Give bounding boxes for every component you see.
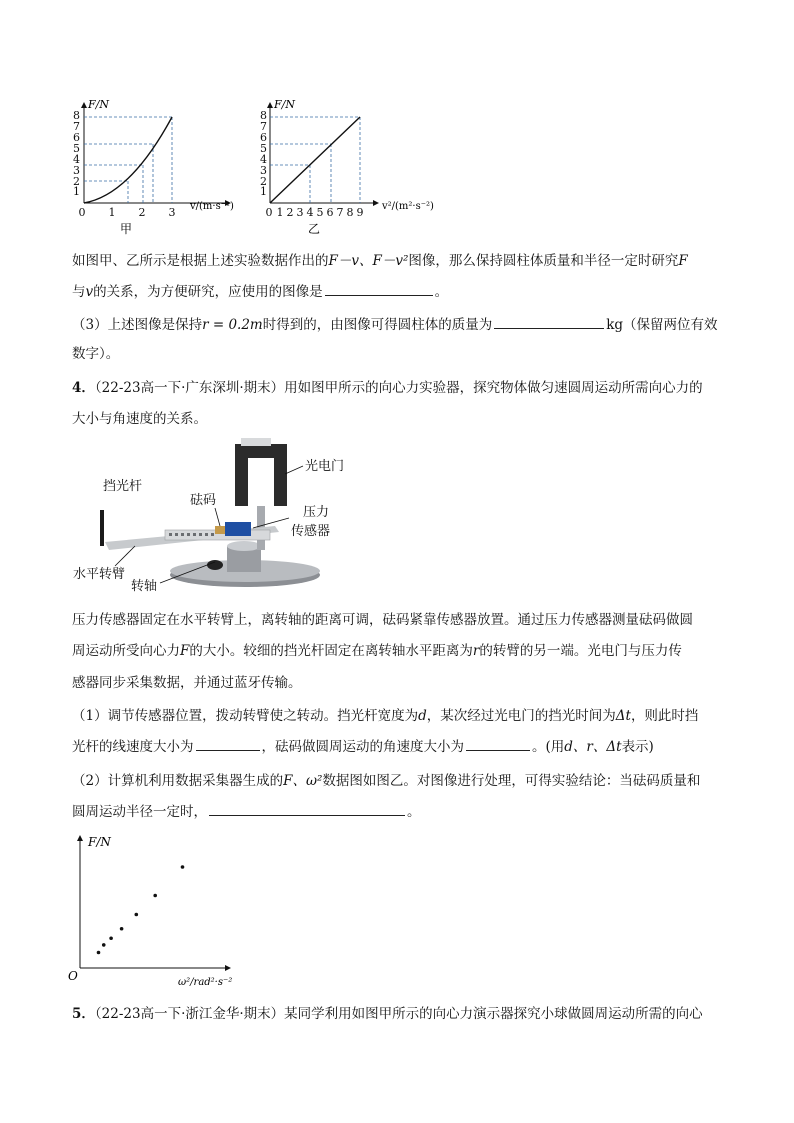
q3-line1: （3）上述图像是保持r = 0.2m时得到的，由图像可得圆柱体的质量为 kg（保留两位有效 [72, 314, 718, 336]
y-axis-label: F/N [88, 98, 109, 111]
label-axis: 转轴 [131, 579, 158, 594]
xtick: 4 [306, 206, 314, 219]
ytick: 2 [73, 175, 80, 188]
xtick: 6 [326, 206, 334, 219]
origin-label: O [68, 969, 78, 983]
y-axis-label: F/N [88, 835, 111, 849]
q4-p1-line1: 压力传感器固定在水平转臂上，离转轴的距离可调，砝码紧靠传感器放置。通过压力传感器测量砝码做圆 [72, 612, 693, 628]
answer-blank[interactable] [196, 736, 260, 751]
label-arm: 水平转臂 [73, 567, 126, 582]
caption-jia: 甲 [119, 222, 133, 236]
ytick: 1 [260, 185, 267, 198]
xtick: 2 [138, 206, 146, 219]
answer-blank[interactable] [209, 801, 405, 816]
xtick: 7 [336, 206, 344, 219]
x-axis-label: v²/(m²·s⁻²) [382, 201, 434, 212]
q3-line2: 数字）。 [72, 346, 120, 362]
data-point [135, 913, 139, 917]
ytick: 8 [73, 109, 80, 122]
graph-jia [60, 95, 250, 240]
xtick: 3 [296, 206, 304, 219]
ytick: 6 [73, 131, 80, 144]
q4-s1-line1: （1）调节传感器位置，拨动转臂使之转动。挡光杆宽度为d，某次经过光电门的挡光时间为Δt，则此时挡 [72, 708, 699, 724]
data-point [102, 943, 106, 947]
answer-blank[interactable] [494, 314, 604, 329]
caption-yi: 乙 [307, 222, 321, 236]
label-baffle-rod: 挡光杆 [103, 479, 143, 494]
q4-p1-line2: 周运动所受向心力F的大小。较细的挡光杆固定在离转轴水平距离为r的转臂的另一端。光电门与压力传 [72, 643, 682, 659]
xtick: 1 [276, 206, 284, 219]
xtick: 1 [108, 206, 116, 219]
xtick: 2 [286, 206, 294, 219]
answer-blank[interactable] [325, 281, 433, 296]
xtick: 0 [265, 206, 273, 219]
scatter-chart-F-omega2 [60, 828, 260, 993]
q4-heading: 4．（22-23高一下·广东深圳·期末）用如图甲所示的向心力实验器，探究物体做匀速圆周运动所需向心力的 [72, 380, 703, 396]
data-point [153, 894, 157, 898]
graph-yi [250, 95, 460, 240]
curve-F-v [84, 117, 172, 203]
x-axis-label: ω²/rad²·s⁻² [178, 977, 233, 988]
label-photogate: 光电门 [305, 459, 345, 474]
q4-s1-line2: 光杆的线速度大小为 ，砝码做圆周运动的角速度大小为 。(用d、r、Δt表示) [72, 736, 654, 758]
label-weight: 砝码 [190, 493, 217, 508]
ytick: 7 [73, 120, 80, 133]
ytick: 4 [73, 153, 80, 166]
data-point [97, 951, 101, 955]
ytick: 6 [260, 131, 267, 144]
label-sensor: 传感器 [291, 524, 331, 539]
ytick: 4 [260, 153, 267, 166]
xtick: 9 [356, 206, 364, 219]
x-axis-label: v/(m·s⁻¹) [190, 201, 234, 212]
ytick: 5 [260, 142, 267, 155]
y-axis-label: F/N [274, 98, 295, 111]
q4-s2-line1: （2）计算机利用数据采集器生成的F、ω²数据图如图乙。对图像进行处理，可得实验结论：当砝码质量和 [72, 773, 701, 789]
ytick: 1 [73, 185, 80, 198]
ytick: 8 [260, 109, 267, 122]
data-point [181, 865, 185, 869]
ytick: 7 [260, 120, 267, 133]
answer-blank[interactable] [466, 736, 530, 751]
para1-line2: 与v的关系，为方便研究，应使用的图像是 。 [72, 281, 448, 303]
ytick: 3 [260, 164, 267, 177]
q4-line2: 大小与角速度的关系。 [72, 411, 207, 427]
xtick: 3 [168, 206, 176, 219]
q4-s2-line2: 圆周运动半径一定时， 。 [72, 801, 421, 823]
line-F-v2 [270, 117, 360, 203]
label-pressure: 压力 [303, 505, 330, 520]
ytick: 2 [260, 175, 267, 188]
data-point [120, 927, 124, 931]
q5-heading: 5．（22-23高一下·浙江金华·期末）某同学利用如图甲所示的向心力演示器探究小球做圆周运动所需的向心 [72, 1006, 703, 1022]
xtick: 8 [346, 206, 354, 219]
ytick: 5 [73, 142, 80, 155]
xtick: 5 [316, 206, 324, 219]
centripetal-apparatus-figure [65, 438, 365, 598]
data-point [109, 936, 113, 940]
q4-p1-line3: 感器同步采集数据，并通过蓝牙传输。 [72, 675, 302, 691]
para1-line1: 如图甲、乙所示是根据上述实验数据作出的F－v、F－v²图像，那么保持圆柱体质量和半径一定时研究F [72, 253, 688, 269]
ytick: 3 [73, 164, 80, 177]
xtick: 0 [78, 206, 86, 219]
